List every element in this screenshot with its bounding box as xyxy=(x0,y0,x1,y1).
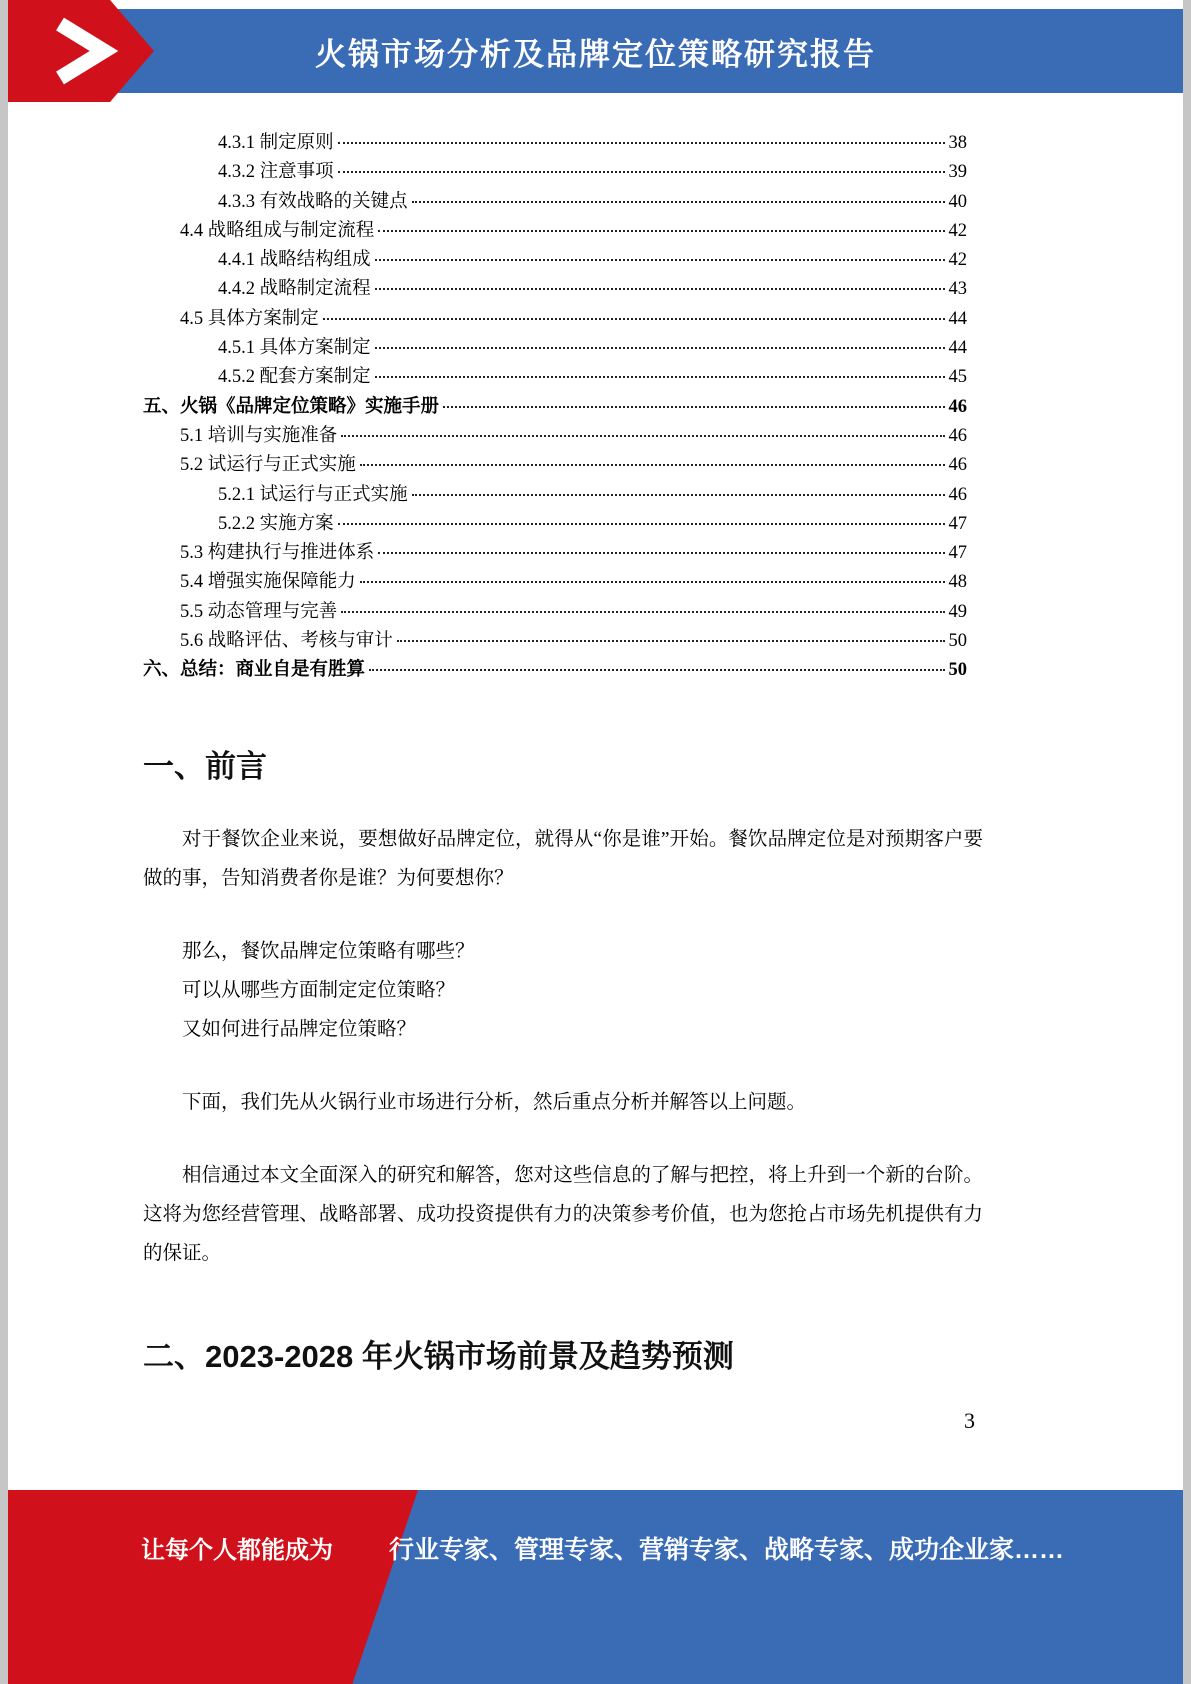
toc-entry-page: 46 xyxy=(948,425,967,446)
toc-entry-page: 49 xyxy=(948,601,967,622)
toc-entry xyxy=(143,626,967,655)
toc-entry-label: 4.3.2 注意事项 xyxy=(218,162,334,183)
toc-entry-label: 4.5.2 配套方案制定 xyxy=(218,367,371,388)
toc-dot-leader xyxy=(412,201,945,203)
toc-entry-page: 45 xyxy=(948,367,967,388)
toc-entry-page: 47 xyxy=(948,543,967,564)
toc-entry xyxy=(143,304,967,333)
toc-entry-page: 42 xyxy=(948,220,967,241)
toc-entry xyxy=(143,274,967,303)
toc-entry-page: 44 xyxy=(948,308,967,329)
toc-dot-leader xyxy=(360,464,945,466)
toc-entry xyxy=(143,157,967,186)
toc-entry-page: 50 xyxy=(948,631,967,652)
toc-entry-page: 39 xyxy=(948,162,967,183)
toc-entry-label: 5.2.1 试运行与正式实施 xyxy=(218,484,408,505)
toc-entry-page: 43 xyxy=(948,279,967,300)
section-heading-foreword: 一、前言 xyxy=(143,748,267,784)
toc-entry-label: 4.4.2 战略制定流程 xyxy=(218,279,371,300)
paragraph-transition: 下面，我们先从火锅行业市场进行分析，然后重点分析并解答以上问题。 xyxy=(182,1091,807,1113)
toc-entry-page: 50 xyxy=(948,660,967,681)
footer-text-row xyxy=(8,1530,1183,1566)
toc-entry-label: 六、总结：商业自是有胜算 xyxy=(143,660,366,681)
toc-entry-label: 4.5.1 具体方案制定 xyxy=(218,338,371,359)
toc-entry-page: 46 xyxy=(948,455,967,476)
page-header xyxy=(8,0,1183,104)
page-footer xyxy=(8,1490,1183,1684)
footer-red-shape xyxy=(8,1490,418,1684)
toc-entry-label: 4.4.1 战略结构组成 xyxy=(218,250,371,271)
toc-dot-leader xyxy=(341,435,944,437)
toc-entry-label: 4.3.3 有效战略的关键点 xyxy=(218,191,408,212)
page-content xyxy=(143,741,983,1376)
toc-dot-leader xyxy=(375,347,945,349)
toc-entry-label: 5.2 试运行与正式实施 xyxy=(180,455,356,476)
toc-entry-label: 5.5 动态管理与完善 xyxy=(180,601,338,622)
toc-entry-page: 48 xyxy=(948,572,967,593)
toc-entry-label: 4.3.1 制定原则 xyxy=(218,133,334,153)
question-line: 可以从哪些方面制定定位策略？ xyxy=(182,979,456,1001)
toc-entry xyxy=(143,216,967,245)
toc-entry-label: 5.6 战略评估、考核与审计 xyxy=(180,631,393,652)
toc-dot-leader xyxy=(360,581,945,583)
toc-entry xyxy=(143,245,967,274)
toc-entry-page: 47 xyxy=(948,513,967,534)
section-heading-market: 二、2023-2028 年火锅市场前景及趋势预测 xyxy=(143,1338,734,1374)
toc-entry xyxy=(143,655,967,684)
toc-entry-label: 4.4 战略组成与制定流程 xyxy=(180,220,375,241)
toc-dot-leader xyxy=(338,523,945,525)
toc-entry-page: 40 xyxy=(948,191,967,212)
toc-entry xyxy=(143,421,967,450)
toc-dot-leader xyxy=(378,552,944,554)
paragraph-intro: 对于餐饮企业来说，要想做好品牌定位，就得从“你是谁”开始。餐饮品牌定位是对预期客户要做的事，告知消费者你是谁？为何要想你？ xyxy=(143,828,983,889)
document-page xyxy=(8,0,1183,1684)
toc-dot-leader xyxy=(341,611,944,613)
toc-dot-leader xyxy=(375,259,945,261)
toc-entry-label: 5.4 增强实施保障能力 xyxy=(180,572,356,593)
toc-entry xyxy=(143,128,967,157)
toc-dot-leader xyxy=(375,288,945,290)
toc-dot-leader xyxy=(443,406,944,408)
footer-slogan-left: 让每个人都能成为 xyxy=(141,1537,333,1564)
toc-dot-leader xyxy=(378,230,944,232)
toc-entry-label: 5.1 培训与实施准备 xyxy=(180,425,338,446)
toc-entry-page: 38 xyxy=(948,133,967,153)
toc-entry xyxy=(143,597,967,626)
toc-entry xyxy=(143,333,967,362)
toc-dot-leader xyxy=(412,494,945,496)
toc-dot-leader xyxy=(397,640,945,642)
toc-entry xyxy=(143,392,967,421)
toc-entry xyxy=(143,567,967,596)
report-title: 火锅市场分析及品牌定位策略研究报告 xyxy=(315,36,876,72)
footer-slogan-right: 行业专家、管理专家、营销专家、战略专家、成功企业家…… xyxy=(389,1536,1065,1564)
question-line: 那么，餐饮品牌定位策略有哪些？ xyxy=(182,940,475,962)
question-line: 又如何进行品牌定位策略？ xyxy=(182,1018,417,1040)
toc-entry xyxy=(143,187,967,216)
toc-entry xyxy=(143,509,967,538)
toc-dot-leader xyxy=(323,318,945,320)
paragraph-value: 相信通过本文全面深入的研究和解答，您对这些信息的了解与把控，将上升到一个新的台阶。这将为您经营管理、战略部署、成功投资提供有力的决策参考价值，也为您抢占市场先机提供有力的保证。 xyxy=(143,1164,983,1264)
toc-dot-leader xyxy=(369,669,944,671)
question-list xyxy=(143,932,983,1049)
toc-dot-leader xyxy=(338,171,945,173)
toc-dot-leader xyxy=(338,142,945,144)
toc-entry-page: 44 xyxy=(948,338,967,359)
toc-entry-label: 五、火锅《品牌定位策略》实施手册 xyxy=(143,396,440,417)
toc-entry xyxy=(143,450,967,479)
toc-entry xyxy=(143,362,967,391)
page-number: 3 xyxy=(964,1408,975,1433)
toc-entry-page: 46 xyxy=(948,396,967,417)
toc-entry-label: 4.5 具体方案制定 xyxy=(180,308,319,329)
toc-entry-page: 46 xyxy=(948,484,967,505)
toc-entry-label: 5.2.2 实施方案 xyxy=(218,513,334,534)
toc-entry-page: 42 xyxy=(948,250,967,271)
toc-entry-label: 5.3 构建执行与推进体系 xyxy=(180,543,375,564)
toc-entry xyxy=(143,538,967,567)
toc-entry xyxy=(143,480,967,509)
toc-dot-leader xyxy=(375,376,945,378)
